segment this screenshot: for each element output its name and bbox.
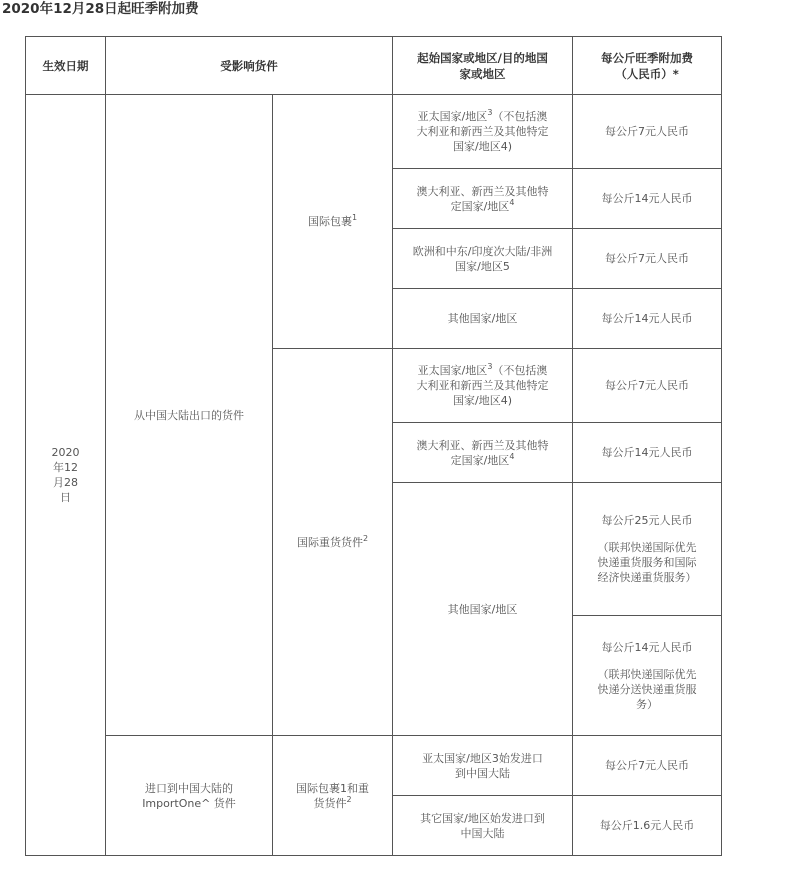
header-origin-destination: 起始国家或地区/目的地国家或地区	[393, 37, 573, 95]
region-cell: 澳大利亚、新西兰及其他特定国家/地区$^4$	[393, 423, 573, 483]
import-type-cell: 国际包裹1和重货货件$^2$	[273, 736, 393, 856]
header-surcharge: 每公斤旺季附加费（人民币）*	[573, 37, 722, 95]
rate-cell: 每公斤7元人民币	[573, 349, 722, 423]
header-affected-shipments: 受影响货件	[106, 37, 393, 95]
region-cell: 其他国家/地区	[393, 483, 573, 736]
region-cell: 澳大利亚、新西兰及其他特定国家/地区$^4$	[393, 169, 573, 229]
import-label-cell: 进口到中国大陆的ImportOne^ 货件	[106, 736, 273, 856]
table-header-row	[26, 37, 722, 95]
rate-cell: 每公斤25元人民币 （联邦快递国际优先快递重货服务和国际经济快递重货服务）	[573, 483, 722, 616]
rate-cell: 每公斤7元人民币	[573, 736, 722, 796]
rate-cell: 每公斤14元人民币 （联邦快递国际优先快递分送快递重货服务）	[573, 616, 722, 736]
table-row	[26, 95, 722, 169]
rate-cell: 每公斤14元人民币	[573, 289, 722, 349]
rate-cell: 每公斤1.6元人民币	[573, 796, 722, 856]
region-cell: 其它国家/地区始发进口到中国大陆	[393, 796, 573, 856]
header-effective-date: 生效日期	[26, 37, 106, 95]
region-cell: 亚太国家/地区3始发进口到中国大陆	[393, 736, 573, 796]
region-cell: 亚太国家/地区$^3$（不包括澳大利亚和新西兰及其他特定国家/地区4)	[393, 95, 573, 169]
page-title: 2020年12月28日起旺季附加费	[2, 1, 199, 17]
table-row	[26, 736, 722, 796]
parcel-type-cell: 国际包裹$^1$	[273, 95, 393, 349]
surcharge-table	[25, 36, 722, 856]
freight-type-cell: 国际重货货件$^2$	[273, 349, 393, 736]
rate-cell: 每公斤14元人民币	[573, 169, 722, 229]
export-label-cell: 从中国大陆出口的货件	[106, 95, 273, 736]
rate-cell: 每公斤14元人民币	[573, 423, 722, 483]
region-cell: 欧洲和中东/印度次大陆/非洲国家/地区5	[393, 229, 573, 289]
region-cell: 亚太国家/地区$^3$（不包括澳大利亚和新西兰及其他特定国家/地区4)	[393, 349, 573, 423]
rate-cell: 每公斤7元人民币	[573, 229, 722, 289]
region-cell: 其他国家/地区	[393, 289, 573, 349]
rate-cell: 每公斤7元人民币	[573, 95, 722, 169]
effective-date-cell: 2020年12月28日	[26, 95, 106, 856]
